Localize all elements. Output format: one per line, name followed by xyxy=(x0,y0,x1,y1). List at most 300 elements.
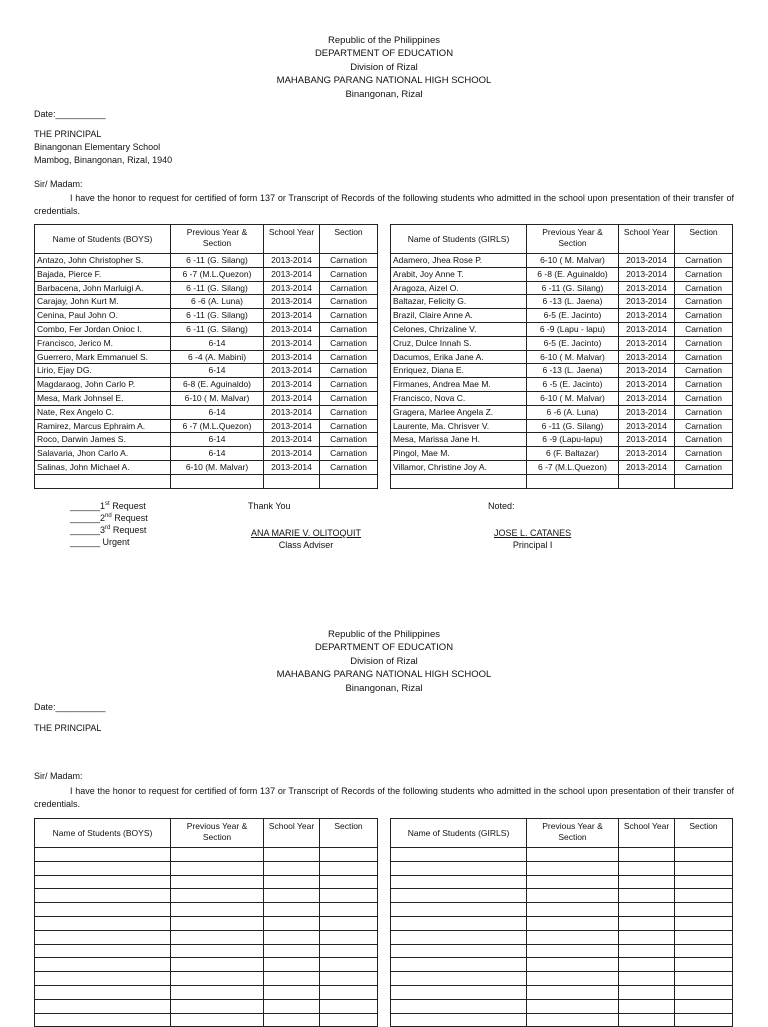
section-cell: Carnation xyxy=(675,309,733,323)
table-row xyxy=(35,474,378,488)
section-cell: Carnation xyxy=(320,419,378,433)
blank-cell xyxy=(264,875,320,889)
blank-cell xyxy=(264,985,320,999)
blank-cell xyxy=(171,972,264,986)
header-location: Binangonan, Rizal xyxy=(345,88,423,100)
blank-table-row xyxy=(35,985,378,999)
blank-table-row xyxy=(391,958,733,972)
blank-cell xyxy=(675,903,733,917)
student-name-cell: Francisco, Jerico M. xyxy=(35,336,171,350)
student-name-cell: Antazo, John Christopher S. xyxy=(35,254,171,268)
section-cell: Carnation xyxy=(675,391,733,405)
previous-section-cell xyxy=(171,474,264,488)
student-name-cell: Dacumos, Erika Jane A. xyxy=(391,350,527,364)
school-year-cell: 2013-2014 xyxy=(619,447,675,461)
student-name-cell: Laurente, Ma. Chrisver V. xyxy=(391,419,527,433)
blank-cell xyxy=(619,848,675,862)
blank-cell xyxy=(527,903,619,917)
school-year-cell: 2013-2014 xyxy=(264,309,320,323)
blank-table-row xyxy=(35,848,378,862)
date-line: Date:__________ xyxy=(34,702,106,712)
student-name-cell: Lirio, Ejay DG. xyxy=(35,364,171,378)
student-name-cell: Salinas, John Michael A. xyxy=(35,460,171,474)
previous-section-cell: 6 -11 (G. Silang) xyxy=(527,281,619,295)
student-name-cell: Baltazar, Felicity G. xyxy=(391,295,527,309)
blank-cell xyxy=(619,930,675,944)
table-row xyxy=(35,322,378,336)
table-row xyxy=(35,336,378,350)
table-row xyxy=(35,350,378,364)
blank-table-row xyxy=(35,916,378,930)
student-name-cell: Celones, Chrizaline V. xyxy=(391,322,527,336)
blank-cell xyxy=(391,972,527,986)
addressee-address: Mambog, Binangonan, Rizal, 1940 xyxy=(34,155,173,165)
header-country: Republic of the Philippines xyxy=(328,35,440,46)
addressee-title: THE PRINCIPAL xyxy=(34,129,102,139)
blank-table-row xyxy=(391,889,733,903)
school-year-cell: 2013-2014 xyxy=(619,419,675,433)
previous-section-cell: 6 -5 (E. Jacinto) xyxy=(527,378,619,392)
col-header-name: Name of Students (GIRLS) xyxy=(391,819,527,848)
blank-cell xyxy=(264,889,320,903)
table-row xyxy=(35,281,378,295)
student-name-cell: Villamor, Christine Joy A. xyxy=(391,460,527,474)
principal-signature xyxy=(494,527,571,551)
blank-table-row xyxy=(391,903,733,917)
student-name-cell: Guerrero, Mark Emmanuel S. xyxy=(35,350,171,364)
section-cell: Carnation xyxy=(320,336,378,350)
adviser-name: ANA MARIE V. OLITOQUIT xyxy=(251,528,362,538)
student-name-cell xyxy=(35,474,171,488)
student-name-cell: Ramirez, Marcus Ephraim A. xyxy=(35,419,171,433)
school-year-cell: 2013-2014 xyxy=(264,254,320,268)
blank-cell xyxy=(320,958,378,972)
previous-section-cell: 6 -11 (G. Silang) xyxy=(171,309,264,323)
student-name-cell: Combo, Fer Jordan Onioc I. xyxy=(35,322,171,336)
blank-cell xyxy=(320,889,378,903)
previous-section-cell: 6-10 ( M. Malvar) xyxy=(527,254,619,268)
blank-table-row xyxy=(391,1013,733,1027)
blank-cell xyxy=(320,848,378,862)
school-year-cell: 2013-2014 xyxy=(619,350,675,364)
student-name-cell: Arabit, Joy Anne T. xyxy=(391,267,527,281)
school-year-cell: 2013-2014 xyxy=(264,364,320,378)
student-name-cell: Cruz, Dulce Innah S. xyxy=(391,336,527,350)
blank-cell xyxy=(264,903,320,917)
table-row xyxy=(35,309,378,323)
table-row xyxy=(391,433,733,447)
student-name-cell: Aragoza, Aizel O. xyxy=(391,281,527,295)
boys-table xyxy=(34,224,378,489)
blank-cell xyxy=(35,944,171,958)
col-header-school-year: School Year xyxy=(264,819,320,848)
blank-table-row xyxy=(35,999,378,1013)
section-cell: Carnation xyxy=(320,433,378,447)
blank-cell xyxy=(171,958,264,972)
school-year-cell: 2013-2014 xyxy=(619,391,675,405)
addressee-title: THE PRINCIPAL xyxy=(34,723,102,733)
blank-cell xyxy=(171,848,264,862)
blank-cell xyxy=(675,930,733,944)
blank-table-row xyxy=(391,861,733,875)
blank-cell xyxy=(35,999,171,1013)
blank-cell xyxy=(35,930,171,944)
blank-cell xyxy=(619,903,675,917)
previous-section-cell: 6-14 xyxy=(171,447,264,461)
student-name-cell: Brazil, Claire Anne A. xyxy=(391,309,527,323)
section-cell: Carnation xyxy=(320,391,378,405)
school-year-cell: 2013-2014 xyxy=(264,405,320,419)
blank-cell xyxy=(171,944,264,958)
table-header-row xyxy=(391,819,733,848)
blank-table-row xyxy=(35,1013,378,1027)
blank-cell xyxy=(619,916,675,930)
blank-cell xyxy=(675,944,733,958)
blank-cell xyxy=(35,889,171,903)
blank-table-row xyxy=(35,972,378,986)
addressee xyxy=(34,128,172,167)
school-year-cell: 2013-2014 xyxy=(619,281,675,295)
student-name-cell: Carajay, John Kurt M. xyxy=(35,295,171,309)
student-name-cell: Firmanes, Andrea Mae M. xyxy=(391,378,527,392)
blank-cell xyxy=(35,875,171,889)
blank-cell xyxy=(391,999,527,1013)
header-department: DEPARTMENT OF EDUCATION xyxy=(314,48,454,60)
header-country: Republic of the Philippines xyxy=(328,629,440,640)
student-name-cell: Gragera, Marlee Angela Z. xyxy=(391,405,527,419)
section-cell: Carnation xyxy=(320,309,378,323)
blank-cell xyxy=(619,875,675,889)
blank-table-row xyxy=(391,972,733,986)
school-year-cell: 2013-2014 xyxy=(619,322,675,336)
blank-cell xyxy=(171,875,264,889)
school-year-cell: 2013-2014 xyxy=(619,254,675,268)
school-year-cell: 2013-2014 xyxy=(264,378,320,392)
school-year-cell: 2013-2014 xyxy=(619,309,675,323)
school-year-cell: 2013-2014 xyxy=(264,267,320,281)
school-year-cell: 2013-2014 xyxy=(619,460,675,474)
previous-section-cell: 6 -11 (G. Silang) xyxy=(171,281,264,295)
previous-section-cell: 6 -11 (G. Silang) xyxy=(527,419,619,433)
previous-section-cell: 6-14 xyxy=(171,433,264,447)
request-3rd: ______3rd Request xyxy=(70,525,147,535)
previous-section-cell: 6 -11 (G. Silang) xyxy=(171,322,264,336)
col-header-previous: Previous Year & Section xyxy=(171,225,264,254)
blank-cell xyxy=(35,1013,171,1027)
date-line: Date:__________ xyxy=(34,109,106,119)
blank-cell xyxy=(675,985,733,999)
addressee-school: Binangonan Elementary School xyxy=(34,142,161,152)
blank-cell xyxy=(675,1013,733,1027)
section-cell xyxy=(675,474,733,488)
blank-cell xyxy=(527,875,619,889)
header-division: Division of Rizal xyxy=(350,61,418,73)
col-header-section: Section xyxy=(675,819,733,848)
blank-cell xyxy=(391,861,527,875)
blank-cell xyxy=(675,972,733,986)
blank-cell xyxy=(391,958,527,972)
previous-section-cell: 6-10 ( M. Malvar) xyxy=(527,391,619,405)
blank-cell xyxy=(391,903,527,917)
section-cell: Carnation xyxy=(320,405,378,419)
blank-table-row xyxy=(35,958,378,972)
table-row xyxy=(391,336,733,350)
blank-cell xyxy=(619,999,675,1013)
student-name-cell: Cenina, Paul John O. xyxy=(35,309,171,323)
col-header-school-year: School Year xyxy=(619,819,675,848)
request-checklist xyxy=(70,500,148,548)
blank-cell xyxy=(527,944,619,958)
table-row xyxy=(391,295,733,309)
section-cell: Carnation xyxy=(320,295,378,309)
previous-section-cell: 6 -7 (M.L.Quezon) xyxy=(171,267,264,281)
previous-section-cell: 6 -13 (L. Jaena) xyxy=(527,295,619,309)
header-school: MAHABANG PARANG NATIONAL HIGH SCHOOL xyxy=(276,669,492,681)
previous-section-cell: 6-8 (E. Aguinaldo) xyxy=(171,378,264,392)
blank-table-row xyxy=(391,930,733,944)
table-row xyxy=(35,419,378,433)
section-cell: Carnation xyxy=(675,460,733,474)
table-row xyxy=(35,447,378,461)
blank-cell xyxy=(619,1013,675,1027)
blank-girls-table xyxy=(390,818,733,1027)
section-cell: Carnation xyxy=(320,267,378,281)
blank-cell xyxy=(264,944,320,958)
section-cell: Carnation xyxy=(675,433,733,447)
section-cell: Carnation xyxy=(675,267,733,281)
section-cell: Carnation xyxy=(320,281,378,295)
table-row xyxy=(391,391,733,405)
student-name-cell: Enriquez, Diana E. xyxy=(391,364,527,378)
header-division: Division of Rizal xyxy=(350,655,418,667)
noted-label: Noted: xyxy=(488,501,515,511)
blank-cell xyxy=(171,985,264,999)
blank-cell xyxy=(527,889,619,903)
student-name-cell: Francisco, Nova C. xyxy=(391,391,527,405)
blank-cell xyxy=(35,903,171,917)
blank-cell xyxy=(619,972,675,986)
previous-section-cell: 6-10 ( M. Malvar) xyxy=(527,350,619,364)
adviser-signature xyxy=(251,527,361,551)
blank-cell xyxy=(675,848,733,862)
col-header-previous: Previous Year & Section xyxy=(527,225,619,254)
blank-cell xyxy=(320,875,378,889)
table-row xyxy=(391,281,733,295)
blank-cell xyxy=(527,848,619,862)
blank-table-row xyxy=(391,985,733,999)
request-1st: ______1st Request xyxy=(70,501,146,511)
previous-section-cell: 6-10 ( M. Malvar) xyxy=(171,391,264,405)
previous-section-cell: 6-5 (E. Jacinto) xyxy=(527,336,619,350)
previous-section-cell xyxy=(527,474,619,488)
previous-section-cell: 6 -6 (A. Luna) xyxy=(527,405,619,419)
previous-section-cell: 6 -11 (G. Silang) xyxy=(171,254,264,268)
blank-cell xyxy=(675,875,733,889)
blank-cell xyxy=(675,916,733,930)
blank-cell xyxy=(171,861,264,875)
header-department: DEPARTMENT OF EDUCATION xyxy=(314,642,454,654)
principal-name: JOSE L. CATANES xyxy=(494,528,572,538)
section-cell: Carnation xyxy=(675,254,733,268)
blank-cell xyxy=(527,972,619,986)
table-header-row xyxy=(35,819,378,848)
blank-cell xyxy=(619,861,675,875)
school-year-cell: 2013-2014 xyxy=(264,322,320,336)
previous-section-cell: 6 -9 (Lapu-lapu) xyxy=(527,433,619,447)
blank-cell xyxy=(391,930,527,944)
blank-cell xyxy=(264,972,320,986)
col-header-name: Name of Students (BOYS) xyxy=(35,819,171,848)
request-body: I have the honor to request for certified of form 137 or Transcript of Records of the following students who admitted in the school upon presentation of their transfer of credentials. xyxy=(34,786,734,809)
girls-table xyxy=(390,224,733,489)
blank-cell xyxy=(264,958,320,972)
student-name-cell: Pingol, Mae M. xyxy=(391,447,527,461)
blank-cell xyxy=(264,1013,320,1027)
blank-girls-table-body xyxy=(391,848,733,1027)
letter2-header xyxy=(0,628,768,695)
blank-table-row xyxy=(35,903,378,917)
section-cell xyxy=(320,474,378,488)
blank-cell xyxy=(675,999,733,1013)
request-2nd: ______2nd Request xyxy=(70,513,148,523)
section-cell: Carnation xyxy=(675,419,733,433)
school-year-cell: 2013-2014 xyxy=(264,281,320,295)
blank-table-row xyxy=(35,875,378,889)
table-row xyxy=(35,391,378,405)
blank-cell xyxy=(171,916,264,930)
table-row xyxy=(35,364,378,378)
principal-title: Principal I xyxy=(512,540,553,550)
request-paragraph xyxy=(34,785,734,811)
blank-cell xyxy=(527,1013,619,1027)
student-name-cell: Bajada, Pierce F. xyxy=(35,267,171,281)
school-year-cell: 2013-2014 xyxy=(619,364,675,378)
col-header-previous: Previous Year & Section xyxy=(171,819,264,848)
table-row xyxy=(35,267,378,281)
blank-table-row xyxy=(35,889,378,903)
school-year-cell: 2013-2014 xyxy=(264,336,320,350)
blank-cell xyxy=(171,1013,264,1027)
letter1-header xyxy=(0,34,768,101)
request-paragraph xyxy=(34,192,734,218)
table-row xyxy=(35,378,378,392)
blank-table-row xyxy=(35,930,378,944)
student-name-cell: Barbacena, John Marluigi A. xyxy=(35,281,171,295)
table-row xyxy=(35,460,378,474)
header-school: MAHABANG PARANG NATIONAL HIGH SCHOOL xyxy=(276,75,492,87)
school-year-cell: 2013-2014 xyxy=(619,433,675,447)
school-year-cell xyxy=(264,474,320,488)
table-row xyxy=(391,447,733,461)
section-cell: Carnation xyxy=(320,364,378,378)
table-row xyxy=(391,364,733,378)
previous-section-cell: 6-14 xyxy=(171,336,264,350)
table-row xyxy=(391,460,733,474)
school-year-cell xyxy=(619,474,675,488)
section-cell: Carnation xyxy=(320,460,378,474)
col-header-section: Section xyxy=(675,225,733,254)
blank-cell xyxy=(391,875,527,889)
col-header-previous: Previous Year & Section xyxy=(527,819,619,848)
blank-cell xyxy=(527,916,619,930)
col-header-section: Section xyxy=(320,225,378,254)
blank-cell xyxy=(675,861,733,875)
student-name-cell: Nate, Rex Angelo C. xyxy=(35,405,171,419)
request-urgent: ______ Urgent xyxy=(70,537,130,547)
section-cell: Carnation xyxy=(320,350,378,364)
section-cell: Carnation xyxy=(320,447,378,461)
blank-cell xyxy=(320,903,378,917)
boys-table-body xyxy=(35,254,378,489)
blank-table-row xyxy=(391,848,733,862)
header-location: Binangonan, Rizal xyxy=(345,682,423,694)
blank-cell xyxy=(391,1013,527,1027)
previous-section-cell: 6 -13 (L. Jaena) xyxy=(527,364,619,378)
school-year-cell: 2013-2014 xyxy=(264,350,320,364)
student-name-cell: Salavaria, Jhon Carlo A. xyxy=(35,447,171,461)
blank-boys-table xyxy=(34,818,378,1027)
request-body: I have the honor to request for certified of form 137 or Transcript of Records of the following students who admitted in the school upon presentation of their transfer of credentials. xyxy=(34,193,734,216)
section-cell: Carnation xyxy=(320,378,378,392)
table-row xyxy=(391,378,733,392)
blank-cell xyxy=(619,985,675,999)
table-header-row xyxy=(391,225,733,254)
blank-cell xyxy=(619,944,675,958)
blank-cell xyxy=(320,999,378,1013)
school-year-cell: 2013-2014 xyxy=(264,460,320,474)
previous-section-cell: 6-14 xyxy=(171,405,264,419)
school-year-cell: 2013-2014 xyxy=(619,405,675,419)
salutation: Sir/ Madam: xyxy=(34,179,83,189)
blank-cell xyxy=(35,958,171,972)
blank-cell xyxy=(320,916,378,930)
blank-table-row xyxy=(391,999,733,1013)
previous-section-cell: 6 -7 (M.L.Quezon) xyxy=(527,460,619,474)
blank-cell xyxy=(35,848,171,862)
student-name-cell: Adamero, Jhea Rose P. xyxy=(391,254,527,268)
blank-cell xyxy=(171,930,264,944)
blank-table-row xyxy=(35,944,378,958)
section-cell: Carnation xyxy=(320,322,378,336)
blank-cell xyxy=(527,861,619,875)
section-cell: Carnation xyxy=(675,336,733,350)
previous-section-cell: 6 -6 (A. Luna) xyxy=(171,295,264,309)
table-row xyxy=(391,350,733,364)
school-year-cell: 2013-2014 xyxy=(264,433,320,447)
school-year-cell: 2013-2014 xyxy=(619,295,675,309)
blank-cell xyxy=(264,848,320,862)
school-year-cell: 2013-2014 xyxy=(264,295,320,309)
salutation: Sir/ Madam: xyxy=(34,771,83,781)
blank-cell xyxy=(527,985,619,999)
blank-cell xyxy=(320,972,378,986)
col-header-name: Name of Students (BOYS) xyxy=(35,225,171,254)
blank-cell xyxy=(171,999,264,1013)
previous-section-cell: 6-14 xyxy=(171,364,264,378)
previous-section-cell: 6 -7 (M.L.Quezon) xyxy=(171,419,264,433)
blank-table-row xyxy=(35,861,378,875)
school-year-cell: 2013-2014 xyxy=(264,447,320,461)
section-cell: Carnation xyxy=(320,254,378,268)
section-cell: Carnation xyxy=(675,322,733,336)
table-row xyxy=(391,309,733,323)
previous-section-cell: 6-10 (M. Malvar) xyxy=(171,460,264,474)
blank-cell xyxy=(391,889,527,903)
school-year-cell: 2013-2014 xyxy=(264,391,320,405)
student-name-cell: Mesa, Mark Johnsel E. xyxy=(35,391,171,405)
blank-cell xyxy=(264,999,320,1013)
blank-cell xyxy=(391,916,527,930)
